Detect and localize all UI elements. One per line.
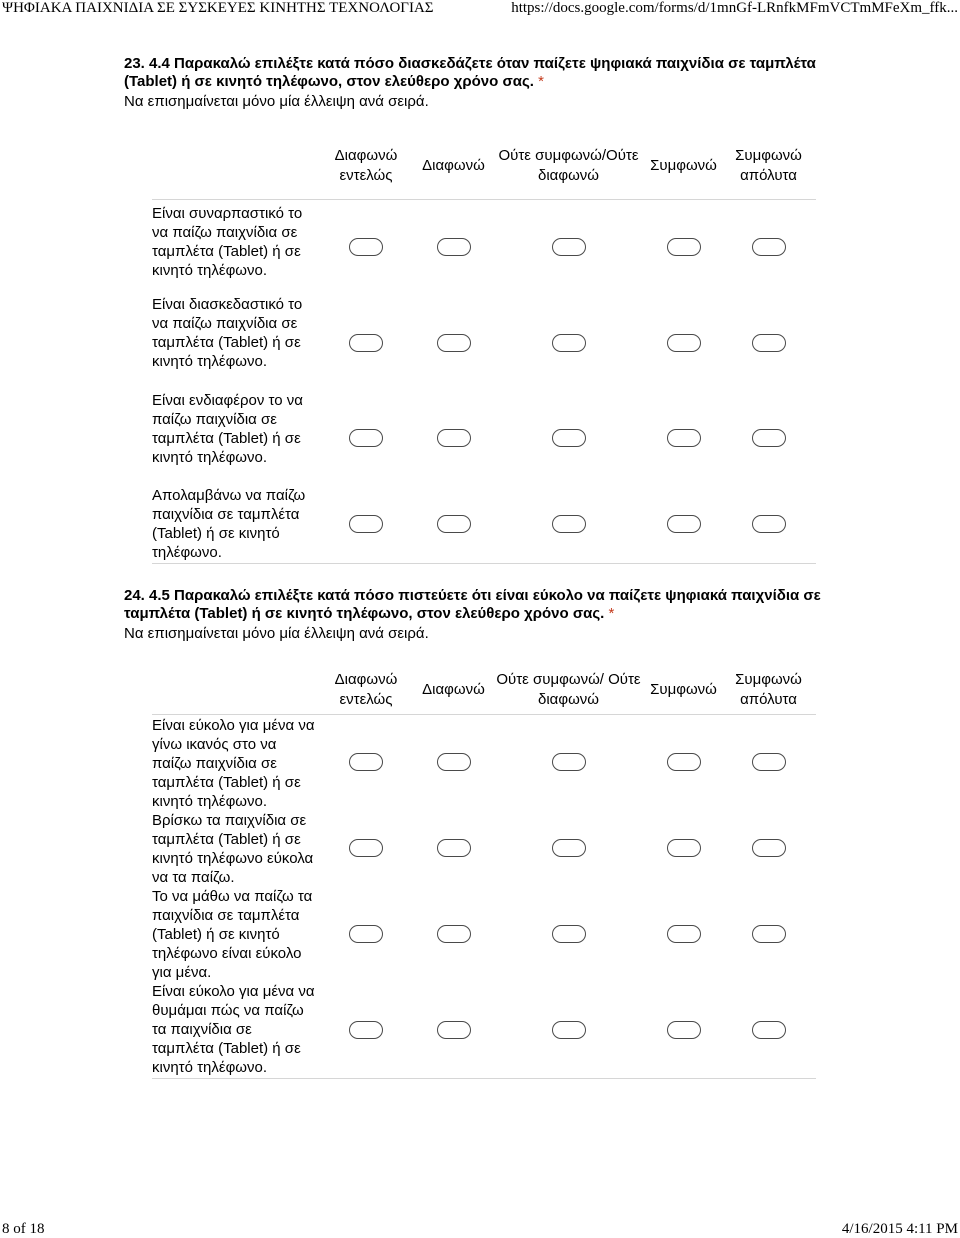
document-title: ΨΗΦΙΑΚΑ ΠΑΙΧΝΙΔΙΑ ΣΕ ΣΥΣΚΕΥΕΣ ΚΙΝΗΤΗΣ ΤΕΧΝΟΛΟΓΙΑΣ	[2, 0, 434, 16]
column-header: Συμφωνώ	[650, 156, 717, 174]
radio-option[interactable]	[552, 925, 586, 943]
column-header: Ούτε συμφωνώ/ Ούτε διαφωνώ	[496, 670, 641, 708]
column-header: Ούτε συμφωνώ/Ούτε διαφωνώ	[498, 146, 639, 184]
grid-row	[152, 295, 816, 391]
column-header: Διαφωνώ	[422, 156, 485, 174]
radio-option[interactable]	[552, 238, 586, 256]
grid-row	[152, 714, 816, 811]
radio-option[interactable]	[349, 839, 383, 857]
required-asterisk: *	[538, 73, 544, 90]
radio-option[interactable]	[752, 238, 786, 256]
row-label: Το να μάθω να παίζω τα παιχνίδια σε ταμπλέτα (Tablet) ή σε κινητό τηλέφωνο είναι εύκολο για μένα.	[152, 887, 313, 981]
grid-row	[152, 199, 816, 295]
radio-option[interactable]	[667, 429, 701, 447]
radio-option[interactable]	[437, 839, 471, 857]
row-label: Βρίσκω τα παιχνίδια σε ταμπλέτα (Tablet) ή σε κινητό τηλέφωνο εύκολα να τα παίζω.	[152, 811, 314, 886]
question-24-number: 24. 4.5	[124, 587, 170, 604]
column-header: Διαφωνώ εντελώς	[334, 146, 398, 184]
grid-corner	[152, 133, 316, 199]
radio-option[interactable]	[667, 839, 701, 857]
radio-option[interactable]	[552, 1021, 586, 1039]
radio-option[interactable]	[552, 753, 586, 771]
radio-option[interactable]	[552, 429, 586, 447]
radio-option[interactable]	[667, 515, 701, 533]
radio-option[interactable]	[552, 515, 586, 533]
question-24-help: Να επισημαίνεται μόνο μία έλλειψη ανά σειρά.	[124, 625, 429, 642]
column-header: Συμφωνώ απόλυτα	[735, 146, 802, 184]
radio-option[interactable]	[552, 334, 586, 352]
radio-option[interactable]	[667, 925, 701, 943]
row-label: Είναι εύκολο για μένα να γίνω ικανός στο να παίζω παιχνίδια σε ταμπλέτα (Tablet) ή σε κινητό τηλέφωνο.	[152, 714, 316, 811]
required-asterisk: *	[608, 605, 615, 622]
grid-row	[152, 887, 816, 982]
grid-row	[152, 391, 816, 486]
radio-option[interactable]	[752, 429, 786, 447]
document-url: https://docs.google.com/forms/d/1mnGf-LRnfkMFmVCTmMFeXm_ffk...	[511, 0, 958, 16]
question-24-text: Παρακαλώ επιλέξτε κατά πόσο πιστεύετε ότι είναι εύκολο να παίζετε ψηφιακά παιχνίδια σε ταμπλέτα (Tablet) ή σε κινητό τηλέφωνο, στον ελεύθερο χρόνο σας.	[124, 587, 821, 622]
radio-option[interactable]	[349, 429, 383, 447]
grid-row	[152, 811, 816, 887]
radio-option[interactable]	[437, 334, 471, 352]
radio-option[interactable]	[349, 925, 383, 943]
print-footer	[0, 1221, 960, 1237]
radio-option[interactable]	[349, 238, 383, 256]
page-number: 8 of 18	[2, 1221, 45, 1237]
row-label: Είναι ενδιαφέρον το να παίζω παιχνίδια σε ταμπλέτα (Tablet) ή σε κινητό τηλέφωνο.	[152, 392, 303, 466]
radio-option[interactable]	[349, 1021, 383, 1039]
radio-option[interactable]	[667, 753, 701, 771]
question-23-help: Να επισημαίνεται μόνο μία έλλειψη ανά σειρά.	[124, 93, 429, 110]
grid-row	[152, 982, 816, 1079]
radio-option[interactable]	[752, 753, 786, 771]
radio-option[interactable]	[752, 1021, 786, 1039]
radio-option[interactable]	[667, 238, 701, 256]
column-header: Διαφωνώ	[422, 680, 485, 698]
radio-option[interactable]	[349, 753, 383, 771]
print-datetime: 4/16/2015 4:11 PM	[841, 1221, 958, 1237]
question-23-title	[124, 55, 824, 91]
radio-option[interactable]	[437, 753, 471, 771]
radio-option[interactable]	[437, 238, 471, 256]
radio-option[interactable]	[667, 1021, 701, 1039]
question-23-grid	[152, 133, 816, 564]
question-24-grid	[152, 666, 816, 1079]
radio-option[interactable]	[752, 334, 786, 352]
grid-corner	[152, 666, 316, 714]
radio-option[interactable]	[437, 925, 471, 943]
question-23-number: 23. 4.4	[124, 55, 170, 72]
radio-option[interactable]	[349, 515, 383, 533]
radio-option[interactable]	[437, 1021, 471, 1039]
row-label: Είναι εύκολο για μένα να θυμάμαι πώς να παίζω τα παιχνίδια σε ταμπλέτα (Tablet) ή σε κινητό τηλέφωνο.	[152, 982, 316, 1079]
radio-option[interactable]	[752, 925, 786, 943]
row-label: Είναι συναρπαστικό το να παίζω παιχνίδια σε ταμπλέτα (Tablet) ή σε κινητό τηλέφωνο.	[152, 199, 316, 295]
question-24	[124, 587, 824, 644]
grid-row	[152, 486, 816, 563]
radio-option[interactable]	[552, 839, 586, 857]
row-label: Απολαμβάνω να παίζω παιχνίδια σε ταμπλέτα (Tablet) ή σε κινητό τηλέφωνο.	[152, 486, 316, 563]
radio-option[interactable]	[752, 515, 786, 533]
question-23-text: Παρακαλώ επιλέξτε κατά πόσο διασκεδάζετε όταν παίζετε ψηφιακά παιχνίδια σε ταμπλέτα (Tablet) ή σε κινητό τηλέφωνο, στον ελεύθερο χρόνο σας.	[124, 55, 816, 90]
radio-option[interactable]	[349, 334, 383, 352]
print-header	[0, 0, 960, 16]
question-23	[124, 55, 824, 112]
column-header: Συμφωνώ απόλυτα	[735, 670, 802, 708]
radio-option[interactable]	[437, 515, 471, 533]
radio-option[interactable]	[437, 429, 471, 447]
radio-option[interactable]	[752, 839, 786, 857]
radio-option[interactable]	[667, 334, 701, 352]
question-24-title	[124, 587, 824, 623]
row-label: Είναι διασκεδαστικό το να παίζω παιχνίδια σε ταμπλέτα (Tablet) ή σε κινητό τηλέφωνο.	[152, 296, 303, 370]
column-header: Διαφωνώ εντελώς	[334, 670, 398, 708]
column-header: Συμφωνώ	[650, 680, 717, 698]
